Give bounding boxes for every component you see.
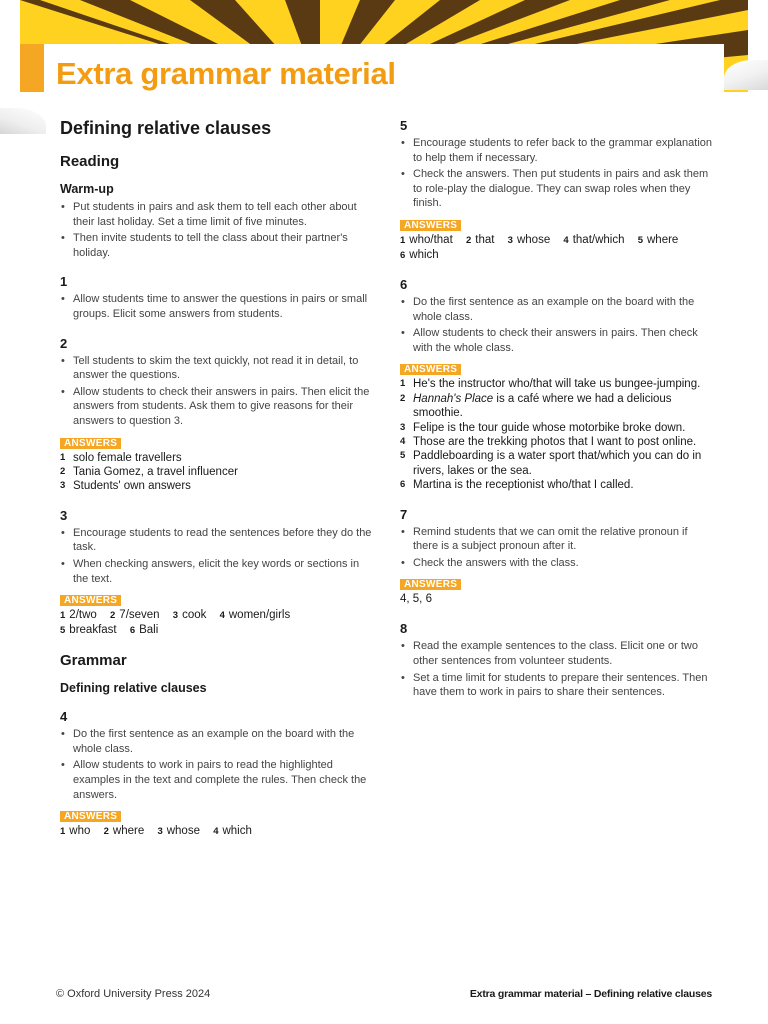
answer-line [400, 248, 712, 263]
exercise-2-answers [60, 451, 374, 494]
answer-text: that/which [572, 233, 625, 246]
answer-text: women/girls [228, 609, 291, 622]
answer-text: which [409, 248, 439, 261]
right-column [400, 118, 712, 702]
answer-item [400, 234, 453, 246]
answer-item [638, 234, 679, 246]
answer-item [157, 825, 200, 837]
warmup-heading: Warm-up [60, 182, 114, 196]
answer-text: Bali [139, 624, 159, 637]
exercise-number: 4 [60, 709, 68, 725]
answer-number: 1 [400, 234, 406, 246]
exercise-number: 8 [400, 621, 408, 637]
answer-item [213, 825, 252, 837]
answer-text: Tania Gomez, a travel influencer [73, 465, 238, 478]
answer-line [60, 623, 374, 638]
answer-number: 6 [400, 479, 406, 491]
answer-item [60, 451, 374, 465]
list-item: • Allow students time to answer the questions in pairs or small groups. Elicit some answers from students. [60, 292, 374, 321]
exercise-7-bullets [400, 525, 712, 571]
answer-number: 4 [219, 610, 225, 622]
answer-number: 2 [110, 610, 116, 622]
exercise-8-bullets [400, 639, 712, 699]
exercise-5-bullets [400, 136, 712, 211]
answer-text: 7/seven [119, 609, 160, 622]
answer-number: 1 [400, 378, 406, 390]
answer-title-italic: Hannah's Place [413, 392, 494, 405]
answer-text: where [647, 233, 679, 246]
answer-number: 6 [400, 249, 406, 261]
answer-text: Those are the trekking photos that I want to post online. [413, 435, 697, 448]
footer-copyright: © Oxford University Press 2024 [56, 988, 211, 1000]
exercise-4-bullets [60, 727, 374, 802]
answer-number: 5 [60, 625, 66, 637]
answer-number: 5 [637, 234, 643, 246]
answers-badge: ANSWERS [400, 364, 461, 375]
answer-number: 4 [213, 826, 219, 838]
answer-number: 2 [400, 392, 406, 404]
answer-item [400, 449, 712, 478]
answer-number: 1 [60, 610, 66, 622]
answer-item [60, 479, 374, 493]
list-item: • Tell students to skim the text quickly, not read it in detail, to answer the questions. [60, 354, 374, 383]
answer-text: solo female travellers [73, 451, 182, 464]
answer-item [400, 377, 712, 391]
grammar-heading: Grammar [60, 652, 127, 670]
answer-number: 2 [465, 234, 472, 246]
answer-text: 2/two [69, 609, 97, 622]
answer-item [220, 609, 291, 621]
exercise-number: 3 [60, 507, 68, 523]
list-item: • Allow students to check their answers in pairs. Then check with the whole class. [400, 326, 712, 355]
answer-number: 2 [60, 465, 66, 477]
list-item: • Remind students that we can omit the relative pronoun if there is a subject pronoun after it. [400, 525, 712, 554]
exercise-4-answers [60, 824, 374, 839]
list-item: • Do the first sentence as an example on the board with the whole class. [60, 727, 374, 756]
list-item: • Encourage students to refer back to the grammar explanation to help them if necessary. [400, 136, 712, 165]
exercise-number: 5 [400, 118, 408, 133]
left-column [60, 118, 374, 839]
answer-item [400, 421, 712, 435]
answer-item [466, 234, 494, 246]
exercise-7-answer: 4, 5, 6 [400, 593, 432, 606]
exercise-number: 6 [400, 276, 408, 292]
reading-heading: Reading [60, 153, 120, 170]
answer-item [400, 392, 712, 421]
answer-text: cook [182, 609, 207, 622]
exercise-6-answers [400, 377, 712, 492]
answer-number: 4 [400, 435, 406, 447]
exercise-number: 2 [60, 335, 68, 351]
list-item: • Allow students to check their answers in pairs. Then elicit the answers from students. Ask them to give reasons for their answers to question 3. [60, 385, 374, 429]
answer-item [60, 609, 97, 621]
answer-item [104, 825, 145, 837]
answer-number: 3 [157, 826, 163, 838]
list-item: • Check the answers with the class. [400, 556, 712, 571]
answer-line [60, 824, 374, 839]
list-item: • Allow students to work in pairs to read the highlighted examples in the text and complete the rules. Then check the answers. [60, 758, 374, 802]
answer-line [400, 233, 712, 248]
answers-badge: ANSWERS [60, 438, 121, 449]
answer-number: 4 [563, 234, 569, 246]
answers-badge: ANSWERS [60, 595, 121, 606]
answer-text: who/that [409, 233, 453, 246]
list-item: • Then invite students to tell the class about their partner's holiday. [60, 231, 374, 260]
list-item: • Put students in pairs and ask them to tell each other about their last holiday. Set a time limit of five minutes. [60, 200, 374, 229]
page-title: Extra grammar material [56, 56, 396, 91]
answer-text: whose [166, 825, 200, 838]
section-heading: Defining relative clauses [60, 118, 272, 138]
exercise-5-answers [400, 233, 712, 263]
list-item: • Do the first sentence as an example on the board with the whole class. [400, 295, 712, 324]
answer-item [400, 249, 439, 261]
footer-page-label: Extra grammar material – Defining relative clauses [469, 988, 712, 1000]
page-curl-left [0, 108, 46, 134]
answer-text: whose [516, 233, 551, 246]
answer-number: 6 [129, 625, 136, 637]
answer-text: is a café where we had a delicious smoothie. [413, 392, 672, 420]
answer-item [60, 624, 117, 636]
answers-badge: ANSWERS [400, 579, 461, 590]
answer-number: 1 [60, 451, 66, 463]
answer-text: where [112, 825, 145, 838]
answer-number: 5 [400, 450, 406, 462]
answer-item [110, 609, 160, 621]
list-item: • When checking answers, elicit the key words or sections in the text. [60, 557, 374, 586]
answer-text: that [475, 233, 495, 246]
grammar-subheading: Defining relative clauses [60, 681, 207, 696]
answer-number: 1 [60, 826, 66, 838]
answer-text: Felipe is the tour guide whose motorbike broke down. [413, 421, 686, 434]
answer-text: Paddleboarding is a water sport that/which you can do in rivers, lakes or the sea. [413, 450, 702, 477]
list-item: • Read the example sentences to the class. Elicit one or two other sentences from volunteer students. [400, 639, 712, 668]
answer-item [563, 234, 624, 246]
answer-text: which [222, 825, 252, 838]
answer-number: 3 [507, 234, 513, 246]
answer-text: who [69, 825, 91, 838]
answer-number: 3 [60, 480, 66, 492]
answer-item [60, 825, 90, 837]
exercise-2-bullets [60, 354, 374, 429]
answer-line [60, 608, 374, 623]
banner-accent-strip [20, 44, 44, 92]
answer-number: 3 [172, 610, 179, 622]
answer-item [60, 465, 374, 479]
exercise-number: 7 [400, 506, 408, 522]
answer-text: breakfast [69, 624, 117, 637]
answer-text: Martina is the receptionist who/that I called. [413, 479, 634, 492]
list-item: • Set a time limit for students to prepare their sentences. Then have them to work in pairs to share their sentences. [400, 671, 712, 700]
answers-badge: ANSWERS [400, 220, 461, 231]
answers-badge: ANSWERS [60, 811, 121, 822]
answer-item [400, 435, 712, 449]
answer-number: 2 [103, 826, 109, 838]
exercise-3-bullets [60, 526, 374, 586]
warmup-bullets [60, 200, 374, 260]
answer-text: He's the instructor who/that will take us bungee-jumping. [413, 378, 701, 391]
exercise-3-answers [60, 608, 374, 638]
answer-item [400, 478, 712, 492]
exercise-6-bullets [400, 295, 712, 355]
answer-item [173, 609, 207, 621]
exercise-number: 1 [60, 274, 68, 290]
answer-text: Students' own answers [73, 480, 191, 493]
answer-number: 3 [400, 421, 406, 433]
answer-item [130, 624, 158, 636]
exercise-1-bullets [60, 292, 374, 321]
list-item: • Check the answers. Then put students in pairs and ask them to role-play the dialogue. They can swap roles when they finish. [400, 167, 712, 211]
list-item: • Encourage students to read the sentences before they do the task. [60, 526, 374, 555]
answer-item [508, 234, 551, 246]
